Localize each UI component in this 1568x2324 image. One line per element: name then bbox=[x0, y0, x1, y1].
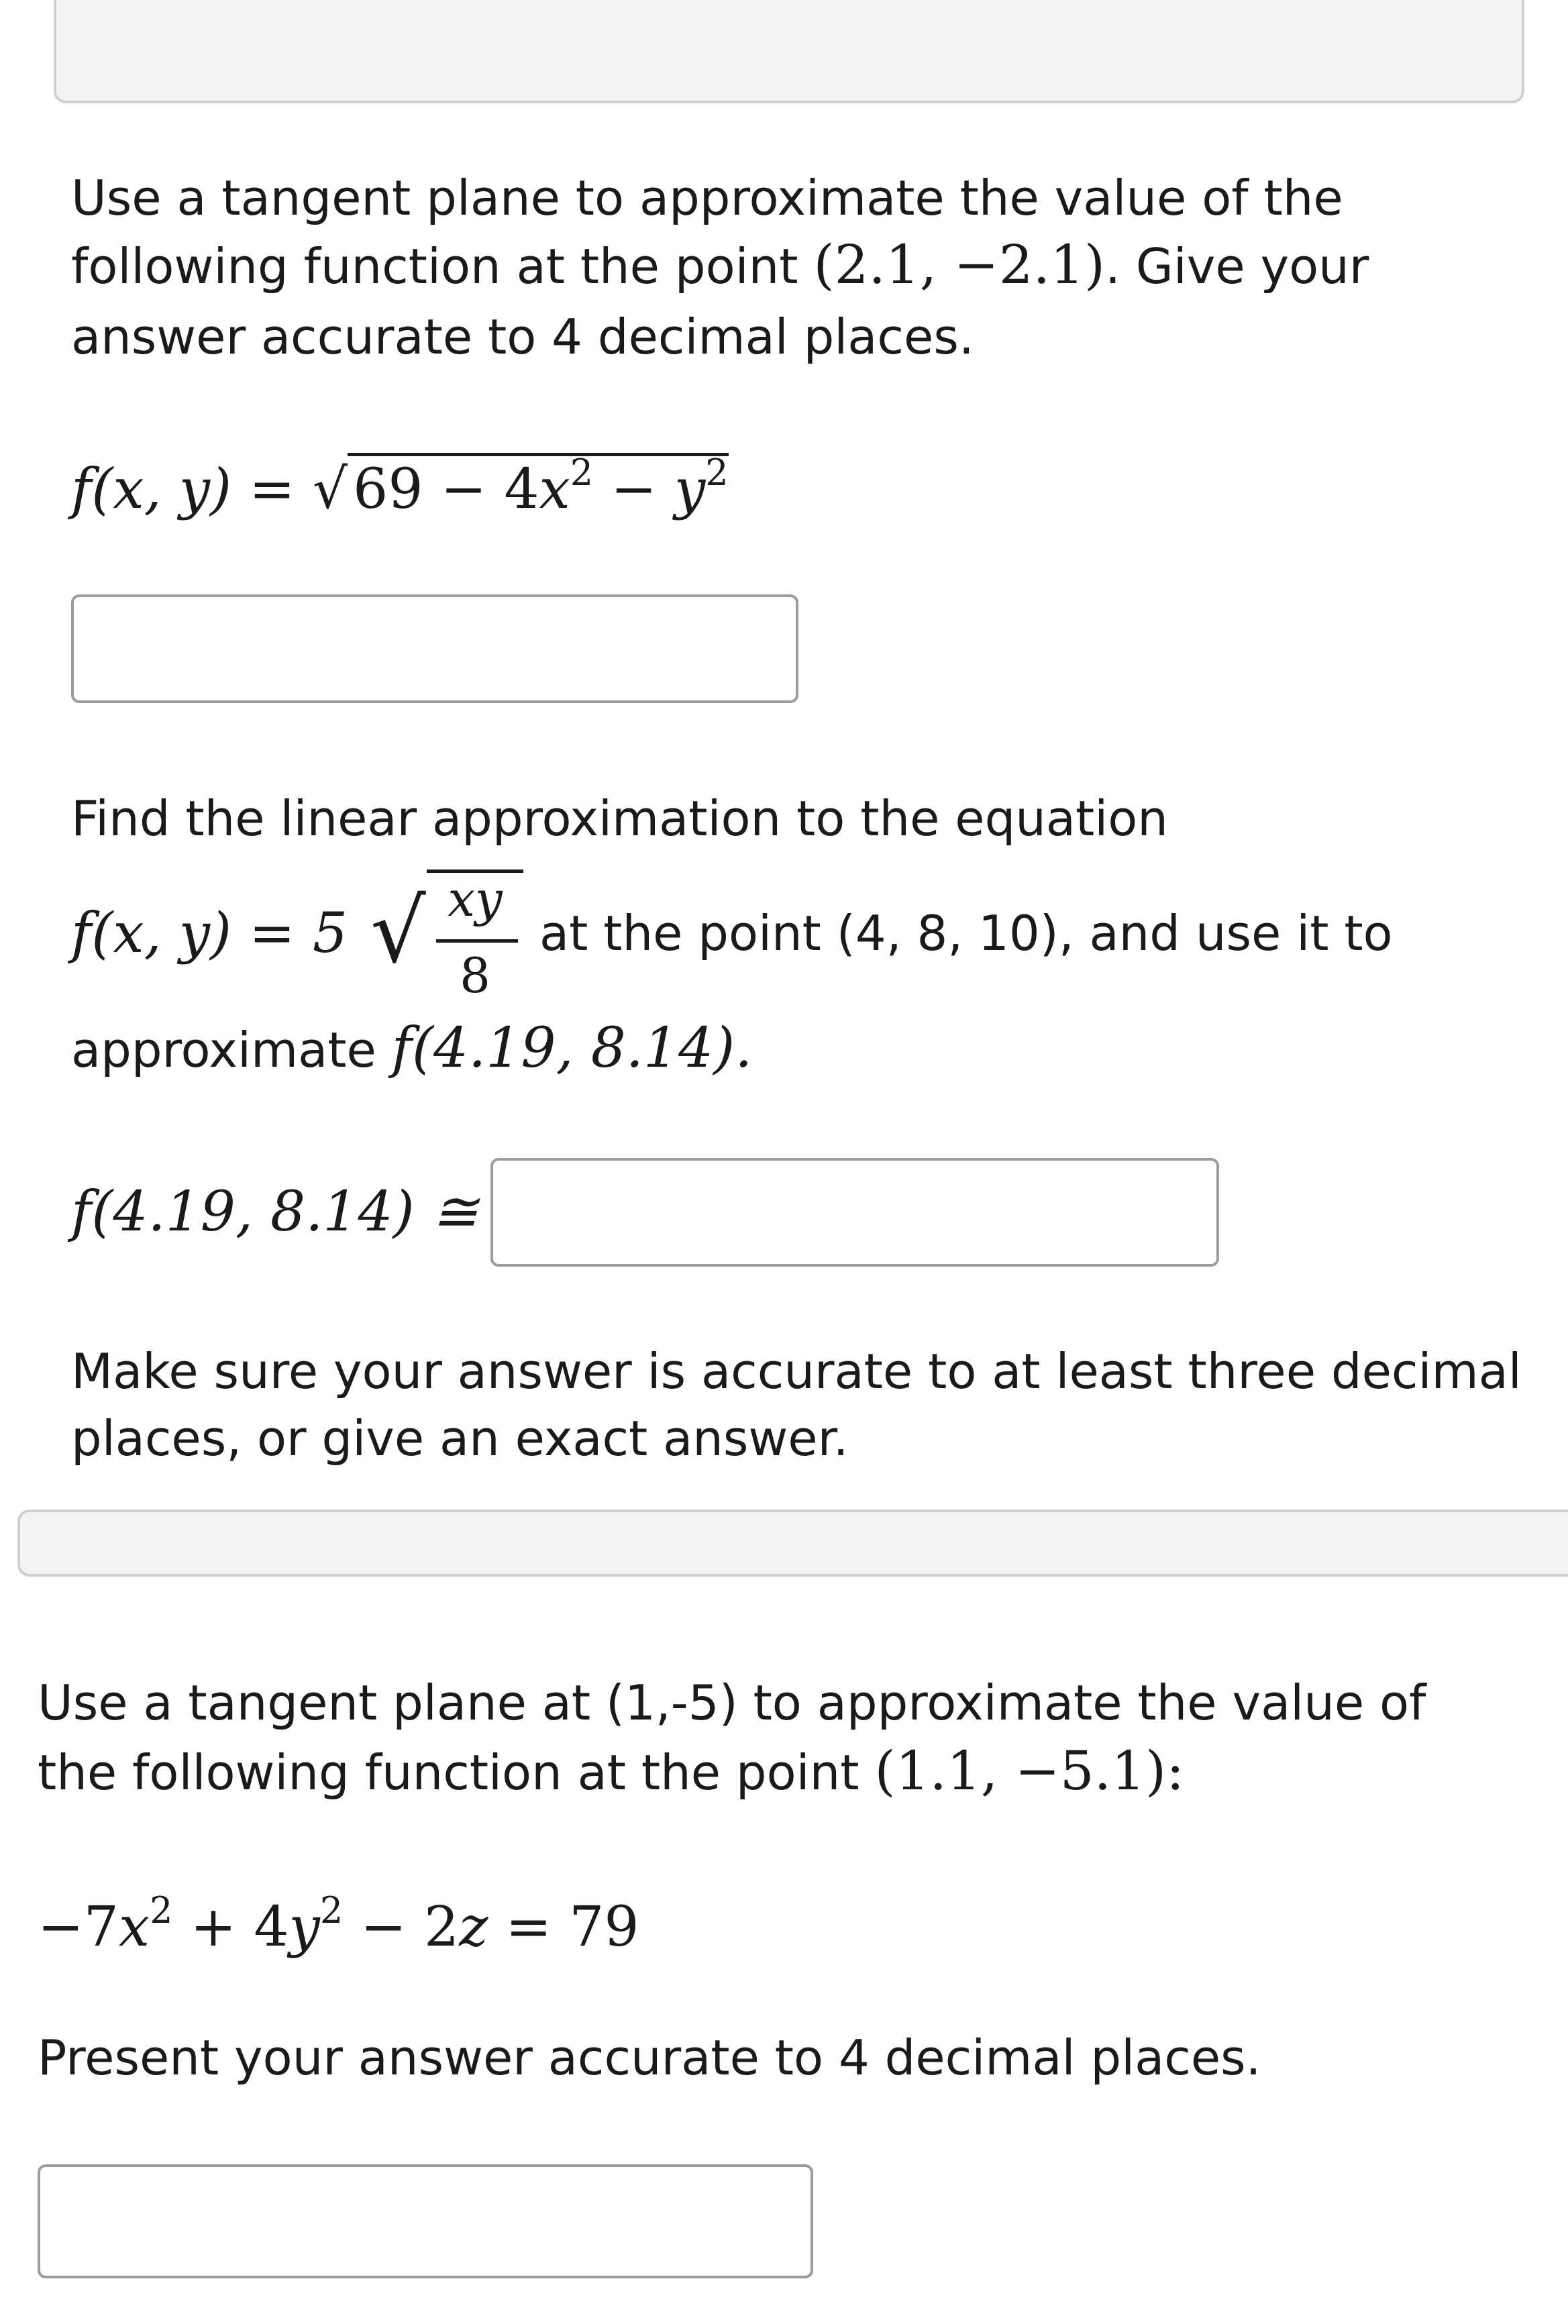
q1-point: (2.1, −2.1) bbox=[813, 233, 1106, 296]
q1-line-2-pre: following function at the point bbox=[71, 238, 814, 295]
q1-line-1: Use a tangent plane to approximate the value of the bbox=[71, 170, 1343, 226]
q2-note-line-1: Make sure your answer is accurate to at least three decimal bbox=[71, 1343, 1522, 1399]
q1-line-2-post: . Give your bbox=[1105, 238, 1369, 295]
q3-line-3: Present your answer accurate to 4 decimal places. bbox=[38, 2029, 1261, 2086]
q1-radicand-part-2: − bbox=[593, 458, 674, 521]
q3-equation bbox=[38, 1891, 639, 1964]
q1-radicand-y: y bbox=[674, 458, 706, 521]
q2-line-3 bbox=[71, 1014, 752, 1085]
q3-eq-part-b: + 4 bbox=[172, 1895, 289, 1959]
q3-eq-sup-2: 2 bbox=[319, 1889, 344, 1932]
q3-line-2 bbox=[38, 1736, 1184, 1807]
q2-note-line-2: places, or give an exact answer. bbox=[71, 1410, 849, 1467]
q3-eq-part-c: − 2 bbox=[343, 1895, 460, 1959]
q3-line-2-pre: the following function at the point bbox=[38, 1744, 875, 1801]
q1-answer-input[interactable] bbox=[71, 594, 798, 703]
q2-function-lhs bbox=[71, 897, 348, 971]
q1-radicand bbox=[348, 453, 729, 521]
q1-radicand-part-1: 69 − 4 bbox=[353, 458, 539, 521]
q1-radicand-x: x bbox=[539, 458, 570, 521]
q3-point: (1.1, −5.1): bbox=[874, 1740, 1185, 1802]
sqrt-symbol: √ bbox=[312, 458, 348, 521]
question-separator-panel bbox=[17, 1510, 1568, 1577]
q3-eq-sup-1: 2 bbox=[150, 1889, 173, 1932]
q2-line-3-pre: approximate bbox=[71, 1022, 392, 1078]
q1-radicand-sup-2: 2 bbox=[705, 452, 729, 494]
q1-line-3: answer accurate to 4 decimal places. bbox=[71, 309, 974, 365]
q2-line-1: Find the linear approximation to the equation bbox=[71, 790, 1168, 847]
q2-line-2-post: at the point (4, 8, 10), and use it to bbox=[539, 905, 1393, 961]
q3-eq-z: z bbox=[459, 1895, 488, 1959]
q2-approx-label bbox=[71, 1175, 478, 1249]
q3-line-1: Use a tangent plane at (1,-5) to approximate the value of bbox=[38, 1675, 1426, 1731]
q2-lhs-text: f(x, y) = 5 bbox=[71, 902, 348, 965]
q3-eq-y: y bbox=[289, 1895, 320, 1959]
q1-line-2 bbox=[71, 230, 1369, 301]
q1-function-equation bbox=[71, 453, 729, 527]
q1-radicand-sup-1: 2 bbox=[570, 452, 594, 494]
q2-answer-input[interactable] bbox=[490, 1158, 1219, 1267]
q2-frac-numerator: xy bbox=[448, 871, 503, 927]
q2-frac-denominator: 8 bbox=[460, 947, 490, 1004]
q2-target-point: f(4.19, 8.14). bbox=[391, 1016, 753, 1080]
q3-eq-part-d: = 79 bbox=[488, 1895, 639, 1959]
sqrt-symbol: √ bbox=[370, 880, 426, 982]
q3-answer-input[interactable] bbox=[38, 2164, 813, 2278]
q1-function-lhs: f(x, y) = bbox=[71, 458, 295, 521]
q3-eq-part-a: −7 bbox=[38, 1895, 119, 1959]
previous-question-panel bbox=[54, 0, 1524, 103]
q3-eq-x: x bbox=[118, 1895, 150, 1959]
q2-approx-text: f(4.19, 8.14) ≅ bbox=[71, 1180, 478, 1244]
